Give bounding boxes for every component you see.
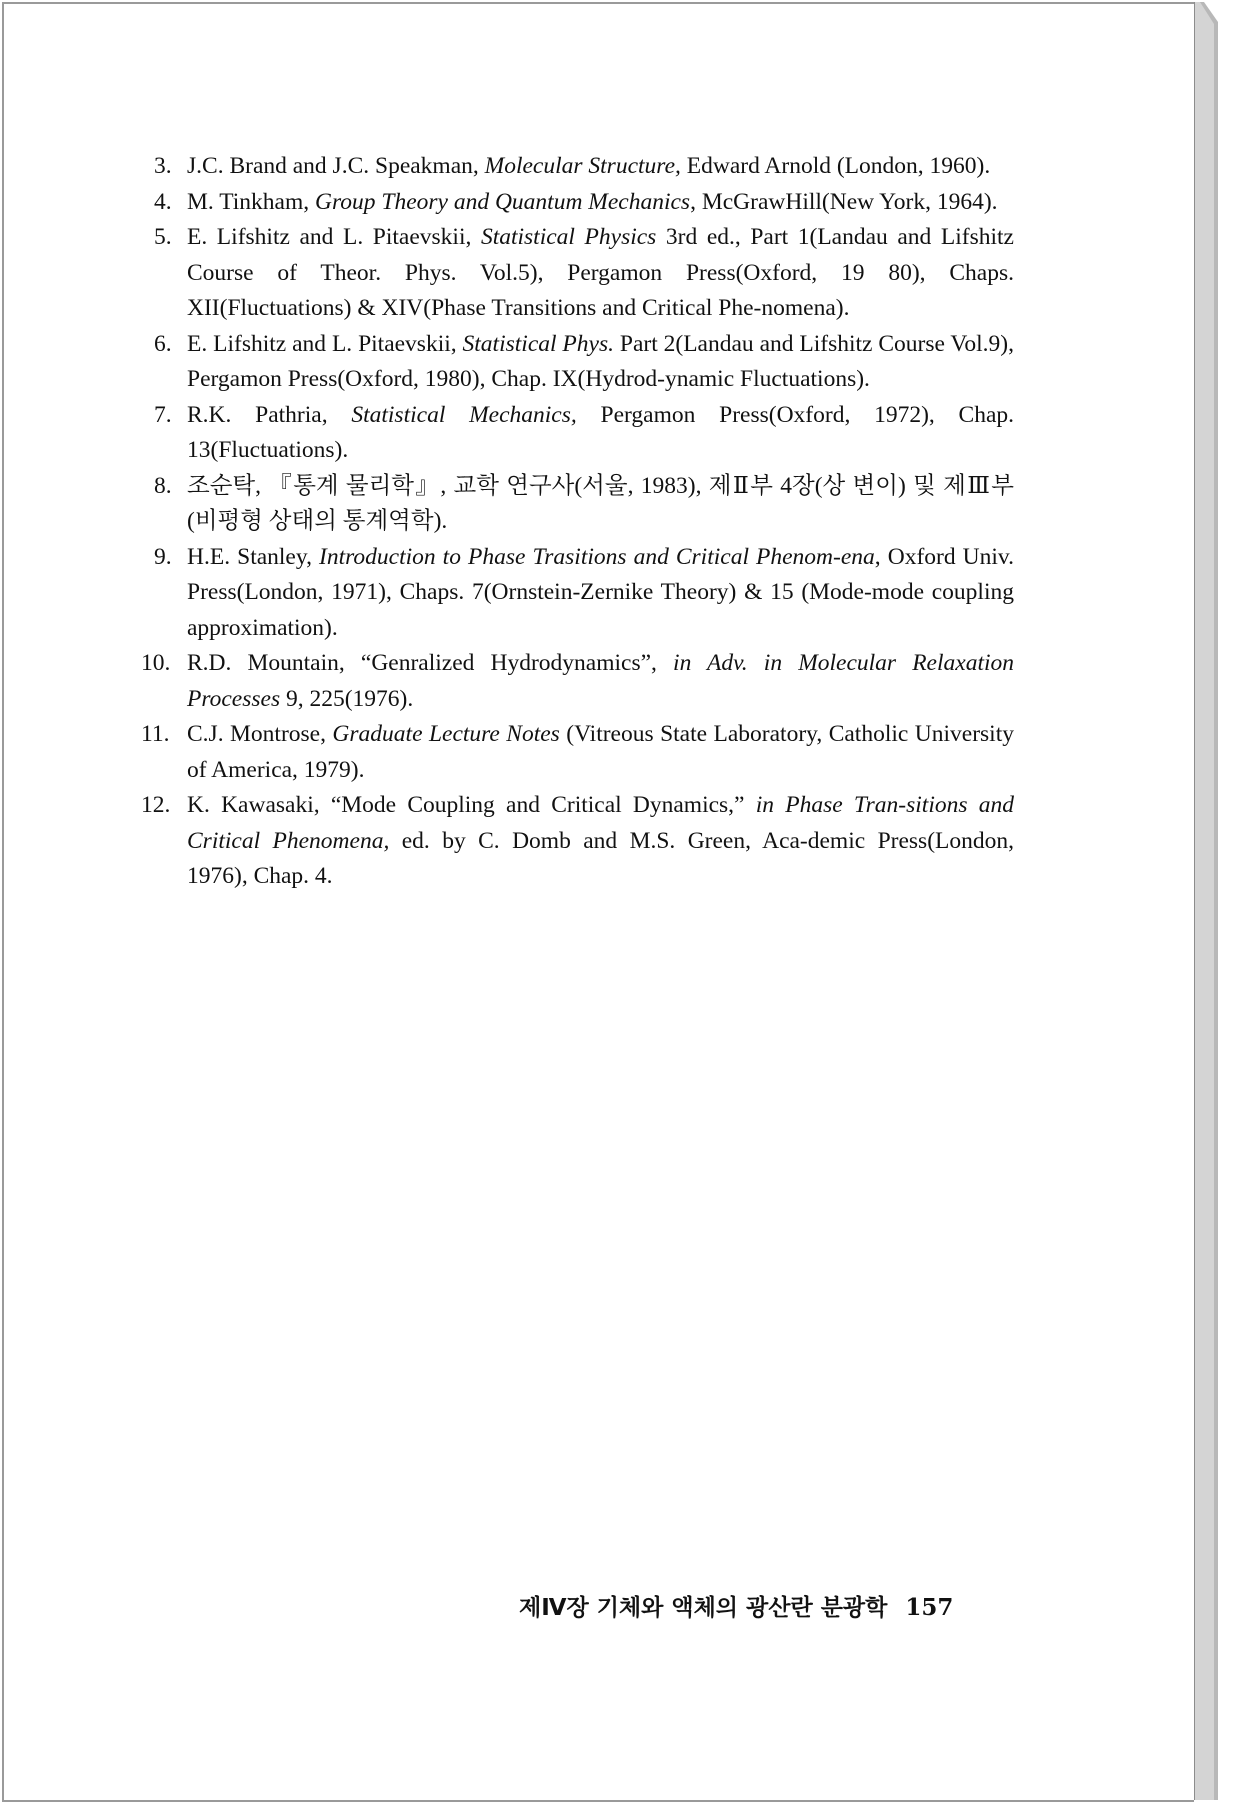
reference-item — [141, 717, 1014, 788]
reference-title-italic: Introduction to Phase Trasitions and Critical Phenom-ena — [319, 543, 875, 570]
reference-item — [154, 469, 1014, 540]
reference-number: 5. — [154, 224, 172, 250]
reference-text: E. Lifshitz and L. Pitaevskii, — [187, 330, 463, 357]
reference-number: 7. — [154, 401, 172, 428]
reference-number: 4. — [154, 188, 172, 215]
reference-item — [141, 646, 1014, 717]
reference-number: 10. — [141, 650, 171, 676]
reference-number: 11. — [141, 721, 170, 747]
reference-text: 9, 225(1976). — [280, 685, 414, 712]
running-footer — [519, 1589, 953, 1622]
reference-title-italic: Graduate Lecture Notes — [332, 721, 560, 747]
reference-text: Part 2(Landau and Lifshitz Course Vol.9), Pergamon Press(Oxford, 1980), Chap. IX(Hydrod-ynamic Fluctuations). — [187, 330, 1014, 392]
reference-number: 9. — [154, 543, 172, 570]
reference-item — [154, 327, 1014, 398]
reference-text: 조순탁, 『통계 물리학』, 교학 연구사(서울, 1983), 제Ⅱ부 4장(상 변이) 및 제Ⅲ부(비평형 상태의 통계역학). — [187, 472, 1014, 534]
reference-number: 3. — [154, 153, 172, 179]
reference-text: J.C. Brand and J.C. Speakman, — [187, 153, 485, 179]
reference-title-italic: Molecular Structure, — [484, 153, 681, 179]
reference-text: R.K. Pathria, — [187, 401, 352, 428]
reference-text: C.J. Montrose, — [187, 721, 333, 747]
reference-text: , McGrawHill(New York, 1964). — [690, 188, 998, 215]
reference-item — [154, 540, 1014, 647]
page-edge-shadow — [1194, 2, 1222, 1802]
reference-title-italic: Group Theory and Quantum Mechanics — [315, 188, 691, 215]
reference-number: 12. — [141, 792, 171, 818]
reference-title-italic: Statistical Physics — [480, 224, 657, 250]
page-number: 157 — [905, 1594, 954, 1621]
reference-text: H.E. Stanley, — [187, 543, 320, 570]
reference-number: 6. — [154, 330, 172, 357]
reference-item — [154, 220, 1014, 327]
reference-text: E. Lifshitz and L. Pitaevskii, — [187, 224, 481, 250]
reference-title-italic: in Phase Tran-sitions and Critical Phenomena, — [187, 792, 1014, 854]
reference-text: , Oxford Univ. Press(London, 1971), Chaps. 7(Ornstein-Zernike Theory) & 15 (Mode-mode coupling approximation). — [187, 543, 1014, 641]
reference-item — [154, 185, 1014, 221]
reference-text: R.D. Mountain, “Genralized Hydrodynamics”, — [187, 650, 674, 676]
reference-title-italic: in Adv. in Molecular Relaxation Processes — [187, 650, 1014, 712]
reference-text: (Vitreous State Laboratory, Catholic University of America, 1979). — [187, 721, 1014, 783]
document-page — [2, 2, 1194, 1802]
reference-text: M. Tinkham, — [187, 188, 315, 215]
reference-item — [141, 788, 1014, 895]
reference-text: ed. by C. Domb and M.S. Green, Aca-demic Press(London, 1976), Chap. 4. — [187, 827, 1014, 889]
chapter-title: 제Ⅳ장 기체와 액체의 광산란 분광학 — [519, 1595, 888, 1621]
reference-title-italic: Statistical Phys. — [462, 330, 614, 357]
reference-text: Edward Arnold (London, 1960). — [680, 153, 991, 179]
reference-list — [141, 149, 1014, 895]
reference-title-italic: Statistical Mechanics, — [351, 401, 577, 428]
reference-item — [154, 149, 1014, 185]
reference-number: 8. — [154, 472, 172, 499]
reference-item — [154, 398, 1014, 469]
reference-text: Pergamon Press(Oxford, 1972), Chap. 13(Fluctuations). — [187, 401, 1014, 463]
reference-text: 3rd ed., Part 1(Landau and Lifshitz Course of Theor. Phys. Vol.5), Pergamon Press(Oxford, 19 80), Chaps. XII(Fluctuations) & XIV(Phase Transitions and Critical Phe-nomena). — [187, 224, 1014, 321]
reference-text: K. Kawasaki, “Mode Coupling and Critical Dynamics,” — [187, 792, 756, 818]
